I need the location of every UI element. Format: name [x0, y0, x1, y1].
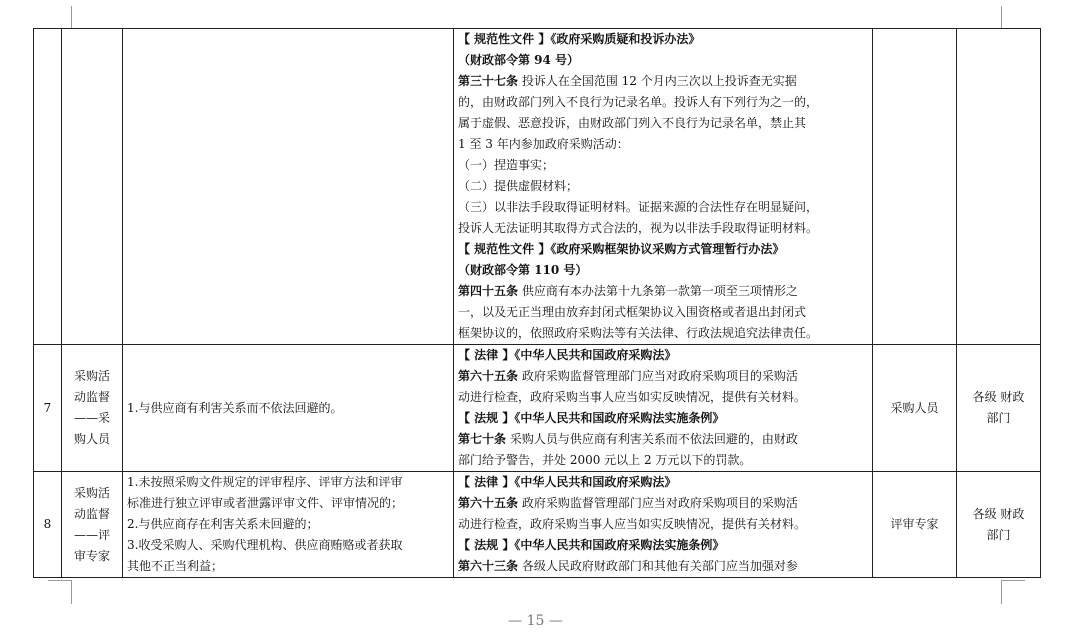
- table-row: [34, 29, 1041, 345]
- crop-mark: [1001, 580, 1002, 604]
- table-row: [34, 345, 1041, 472]
- table-row: [34, 472, 1041, 578]
- crop-mark: [1001, 580, 1025, 581]
- basis-line: （财政部令第 110 号）: [458, 263, 588, 277]
- behavior-line: 2.与供应商存在利害关系未回避的；: [127, 517, 319, 531]
- basis-line: 【 法规 】《中华人民共和国政府采购法实施条例》: [458, 538, 725, 552]
- legal-basis-cell: [454, 29, 873, 345]
- behavior-line: 3.收受采购人、采购代理机构、供应商贿赂或者获取: [127, 538, 403, 552]
- row-number: 8: [34, 472, 62, 578]
- item-name: [62, 29, 123, 345]
- org-cell: [957, 29, 1041, 345]
- basis-line: 第四十五条 供应商有本办法第十九条第一款第一项至三项情形之: [458, 284, 798, 298]
- basis-line: 动进行检查，政府采购当事人应当如实反映情况，提供有关材料。: [458, 390, 807, 404]
- basis-line: 一，以及无正当理由放弃封闭式框架协议入围资格或者退出封闭式: [458, 305, 807, 319]
- subject-cell: 采购人员: [873, 345, 957, 472]
- basis-line: 【 法律 】《中华人民共和国政府采购法》: [458, 348, 677, 362]
- behavior-line: 1.未按照采购文件规定的评审程序、评审方法和评审: [127, 475, 403, 489]
- behavior-line: 标准进行独立评审或者泄露评审文件、评审情况的；: [127, 496, 404, 510]
- basis-line: 第六十五条 政府采购监督管理部门应当对政府采购项目的采购活: [458, 496, 798, 510]
- basis-line: 动进行检查，政府采购当事人应当如实反映情况，提供有关材料。: [458, 517, 807, 531]
- subject-cell: 评审专家: [873, 472, 957, 578]
- basis-line: （财政部令第 94 号）: [458, 53, 580, 67]
- responsibility-table: [33, 28, 1041, 578]
- item-name: 采购活 动监督 ——评 审专家: [62, 472, 123, 578]
- item-name: 采购活 动监督 ——采 购人员: [62, 345, 123, 472]
- basis-line: 投诉人无法证明其取得方式合法的，视为以非法手段取得证明材料。: [458, 221, 819, 235]
- basis-line: 第六十五条 政府采购监督管理部门应当对政府采购项目的采购活: [458, 369, 798, 383]
- row-number: [34, 29, 62, 345]
- basis-line: 1 至 3 年内参加政府采购活动：: [458, 137, 629, 151]
- row-number: 7: [34, 345, 62, 472]
- behavior-cell: [123, 29, 454, 345]
- basis-line: （一）捏造事实；: [458, 158, 555, 172]
- basis-line: 【 法规 】《中华人民共和国政府采购法实施条例》: [458, 411, 725, 425]
- basis-line: 【 法律 】《中华人民共和国政府采购法》: [458, 475, 677, 489]
- basis-line: 属于虚假、恶意投诉，由财政部门列入不良行为记录名单，禁止其: [458, 116, 807, 130]
- behavior-line: 其他不正当利益；: [127, 559, 224, 573]
- basis-line: 【 规范性文件 】《政府采购框架协议采购方式管理暂行办法》: [458, 242, 785, 256]
- behavior-cell: [123, 472, 454, 578]
- behavior-line: 1.与供应商有利害关系而不依法回避的。: [127, 400, 343, 415]
- basis-line: 框架协议的，依照政府采购法等有关法律、行政法规追究法律责任。: [458, 326, 819, 340]
- crop-mark: [1001, 6, 1002, 28]
- legal-basis-cell: [454, 472, 873, 578]
- basis-line: （三）以非法手段取得证明材料。证据来源的合法性存在明显疑问，: [458, 200, 819, 214]
- subject-cell: [873, 29, 957, 345]
- basis-line: 第三十七条 投诉人在全国范围 12 个月内三次以上投诉查无实据: [458, 74, 797, 88]
- basis-line: 部门给予警告，并处 2000 元以上 2 万元以下的罚款。: [458, 453, 752, 467]
- org-cell: 各级 财政 部门: [957, 345, 1041, 472]
- basis-line: （二）提供虚假材料；: [458, 179, 579, 193]
- page-number: — 15 —: [508, 613, 563, 629]
- basis-line: 的，由财政部门列入不良行为记录名单。投诉人有下列行为之一的，: [458, 95, 819, 109]
- basis-line: 第六十三条 各级人民政府财政部门和其他有关部门应当加强对参: [458, 559, 798, 573]
- crop-mark: [71, 580, 72, 604]
- legal-basis-cell: [454, 345, 873, 472]
- basis-line: 第七十条 采购人员与供应商有利害关系而不依法回避的，由财政: [458, 432, 798, 446]
- behavior-cell: [123, 345, 454, 472]
- crop-mark: [48, 580, 72, 581]
- org-cell: 各级 财政 部门: [957, 472, 1041, 578]
- crop-mark: [71, 6, 72, 28]
- basis-line: 【 规范性文件 】《政府采购质疑和投诉办法》: [458, 32, 701, 46]
